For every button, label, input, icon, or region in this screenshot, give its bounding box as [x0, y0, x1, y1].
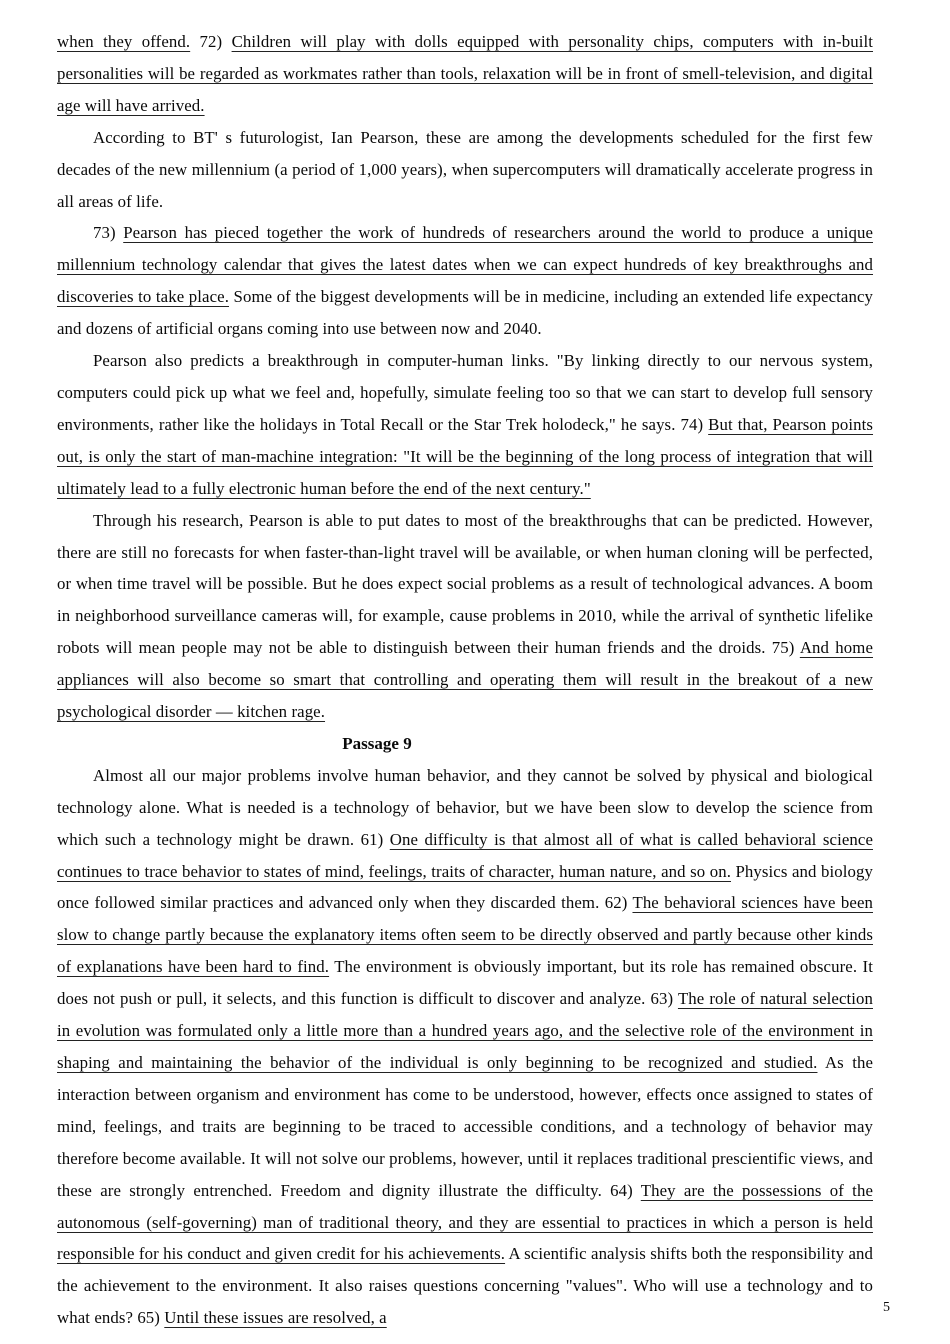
- text-run: Passage 9: [342, 733, 412, 753]
- text-run: Almost all our major problems involve human behavior, and they cannot be solved by physical and biological technology alone. What is needed is a technology of behavior, but we have been slow to develop the science from which such a technology might be drawn. 61): [57, 765, 873, 849]
- paragraph: [57, 505, 873, 728]
- paragraph: [57, 217, 873, 345]
- text-run: A scientific analysis shifts both the responsibility and the achievement to the environment. It also raises questions concerning "values". Who will use a technology and to what ends? 65): [57, 1244, 873, 1328]
- paragraph: [57, 760, 873, 1334]
- text-run: As the interaction between organism and environment has come to be understood, however, effects once assigned to states of mind, feelings, and traits are beginning to be traced to accessible conditions, and a technology of behavior may therefore become available. It will not solve our problems, however, until it replaces traditional prescientific views, and these are strongly entrenched. Freedom and dignity illustrate the difficulty. 64): [57, 1053, 873, 1200]
- underlined-text-run: Pearson has pieced together the work of hundreds of researchers around the world to produce a unique millennium technology calendar that gives the latest dates when we can expect hundreds of key breakthroughs and discoveries to take place.: [57, 223, 873, 307]
- paragraph: [57, 345, 873, 505]
- underlined-text-run: The role of natural selection in evolution was formulated only a little more than a hundred years ago, and the selective role of the environment in shaping and maintaining the behavior of the individual is only beginning to be recognized and studied.: [57, 989, 873, 1072]
- underlined-text-run: Until these issues are resolved, a: [164, 1308, 387, 1328]
- paragraph: [57, 26, 873, 122]
- text-run: Physics and biology once followed similar practices and advanced only when they discarded them. 62): [57, 861, 873, 913]
- underlined-text-run: Children will play with dolls equipped with personality chips, computers with in-built personalities will be regarded as workmates rather than tools, relaxation will be in front of smell-television, and digital age will have arrived.: [57, 32, 873, 115]
- underlined-text-run: They are the possessions of the autonomous (self-governing) man of traditional theory, and they are essential to practices in which a person is held responsible for his conduct and given credit for his achievements.: [57, 1180, 873, 1264]
- text-run: The environment is obviously important, but its role has remained obscure. It does not push or pull, it selects, and this function is difficult to discover and analyze. 63): [57, 957, 873, 1009]
- underlined-text-run: One difficulty is that almost all of what is called behavioral science continues to trace behavior to states of mind, feelings, traits of character, human nature, and so on.: [57, 829, 873, 881]
- document-body: [57, 26, 873, 1334]
- text-run: Pearson also predicts a breakthrough in computer-human links. "By linking directly to our nervous system, computers could pick up what we feel and, hopefully, simulate feeling too so that we can start to develop full sensory environments, rather like the holidays in Total Recall or the Star Trek holodeck," he says. 74): [57, 351, 873, 434]
- underlined-text-run: And home appliances will also become so smart that controlling and operating them will result in the breakout of a new psychological disorder — kitchen rage.: [57, 638, 873, 722]
- underlined-text-run: But that, Pearson points out, is only the start of man-machine integration: "It will be the beginning of the long process of integration that will ultimately lead to a fully electronic human before the end of the next century.": [57, 414, 874, 498]
- text-run: According to BT' s futurologist, Ian Pearson, these are among the developments scheduled for the first few decades of the new millennium (a period of 1,000 years), when supercomputers will dramatically accelerate progress in all areas of life.: [57, 127, 873, 211]
- text-run: 72): [190, 32, 232, 51]
- underlined-text-run: when they offend.: [57, 32, 191, 51]
- underlined-text-run: The behavioral sciences have been slow to change partly because the explanatory items often seem to be directly observed and partly because other kinds of explanations have been hard to find.: [57, 893, 873, 977]
- text-run: 73): [93, 223, 124, 243]
- passage-heading: [57, 728, 873, 760]
- text-run: Through his research, Pearson is able to put dates to most of the breakthroughs that can be predicted. However, there are still no forecasts for when faster-than-light travel will be available, or when human cloning will be perfected, or when time travel will be possible. But he does expect social problems as a result of technological advances. A boom in neighborhood surveillance cameras will, for example, cause problems in 2010, while the arrival of synthetic lifelike robots will mean people may not be able to distinguish between their human friends and the droids. 75): [57, 510, 873, 658]
- page-number: 5: [883, 1300, 890, 1315]
- paragraph: [57, 122, 873, 218]
- text-run: Some of the biggest developments will be in medicine, including an extended life expectancy and dozens of artificial organs coming into use between now and 2040.: [57, 287, 873, 339]
